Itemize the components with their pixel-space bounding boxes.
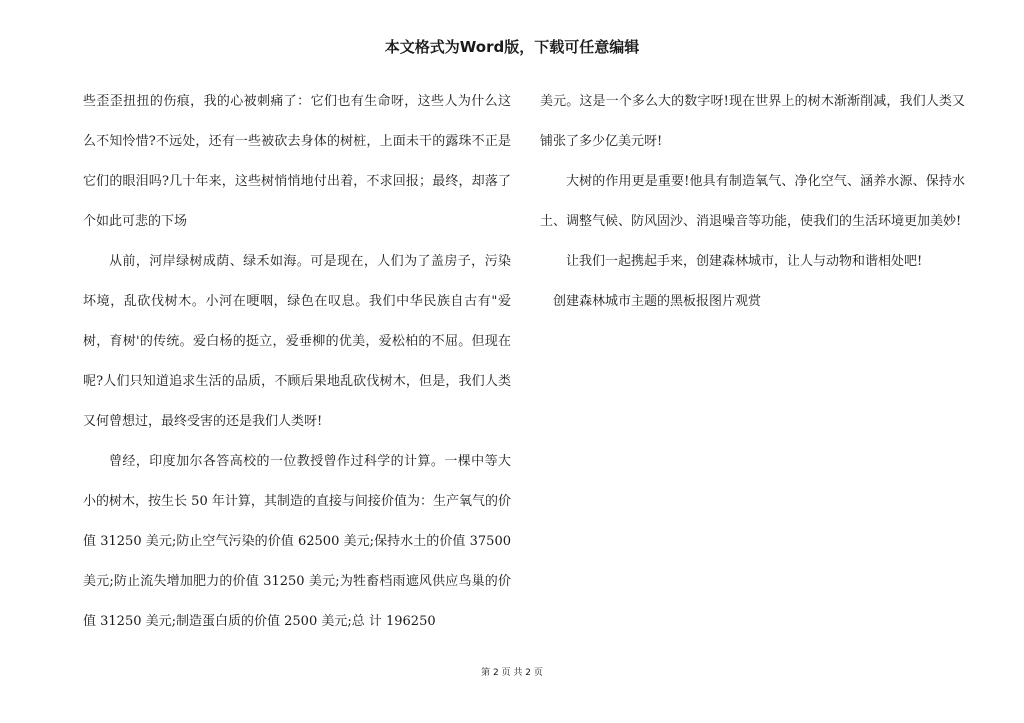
paragraph: 大树的作用更是重要!他具有制造氧气、净化空气、涵养水源、保持水土、调整气候、防风固沙、消退噪音等功能，使我们的生活环境更加美妙! (540, 174, 965, 229)
paragraph: 创建森林城市主题的黑板报图片观赏 (553, 294, 762, 309)
page-number: 第 2 页 共 2 页 (481, 668, 543, 678)
paragraph: 美元。这是一个多么大的数字呀!现在世界上的树木渐渐削减，我们人类又铺张了多少亿美元呀! (540, 94, 965, 149)
page-banner: 本文格式为Word版，下载可任意编辑 (384, 38, 640, 56)
paragraph: 从前，河岸绿树成荫、绿禾如海。可是现在，人们为了盖房子，污染坏境，乱砍伐树木。小河在哽咽，绿色在叹息。我们中华民族自古有"爱树，育树'的传统。爱白杨的挺立，爱垂柳的优美，爱松柏的不屈。但现在呢?人们只知道追求生活的品质，不顾后果地乱砍伐树木，但是，我们人类又何曾想过，最终受害的还是我们人类呀! (83, 254, 511, 429)
left-column (83, 82, 511, 642)
paragraph: 曾经，印度加尔各答高校的一位教授曾作过科学的计算。一棵中等大小的树木，按生长 50 年计算，其制造的直接与间接价值为：生产氧气的价值 31250 美元;防止空气污染的价值 62500 美元;保持水土的价值 37500 美元;防止流失增加肥力的价值 31250 美元;为牲畜档雨遮风供应鸟巢的价值 31250 美元;制造蛋白质的价值 2500 美元;总 计 196250 (83, 454, 511, 629)
paragraph: 些歪歪扭扭的伤痕，我的心被刺痛了：它们也有生命呀，这些人为什么这么不知怜惜?不远处，还有一些被砍去身体的树桩，上面未干的露珠不正是它们的眼泪吗?几十年来，这些树悄悄地付出着，不求回报；最终，却落了个如此可悲的下场 (83, 94, 511, 229)
paragraph: 让我们一起携起手来，创建森林城市，让人与动物和谐相处吧! (566, 254, 923, 269)
right-column (540, 82, 965, 322)
